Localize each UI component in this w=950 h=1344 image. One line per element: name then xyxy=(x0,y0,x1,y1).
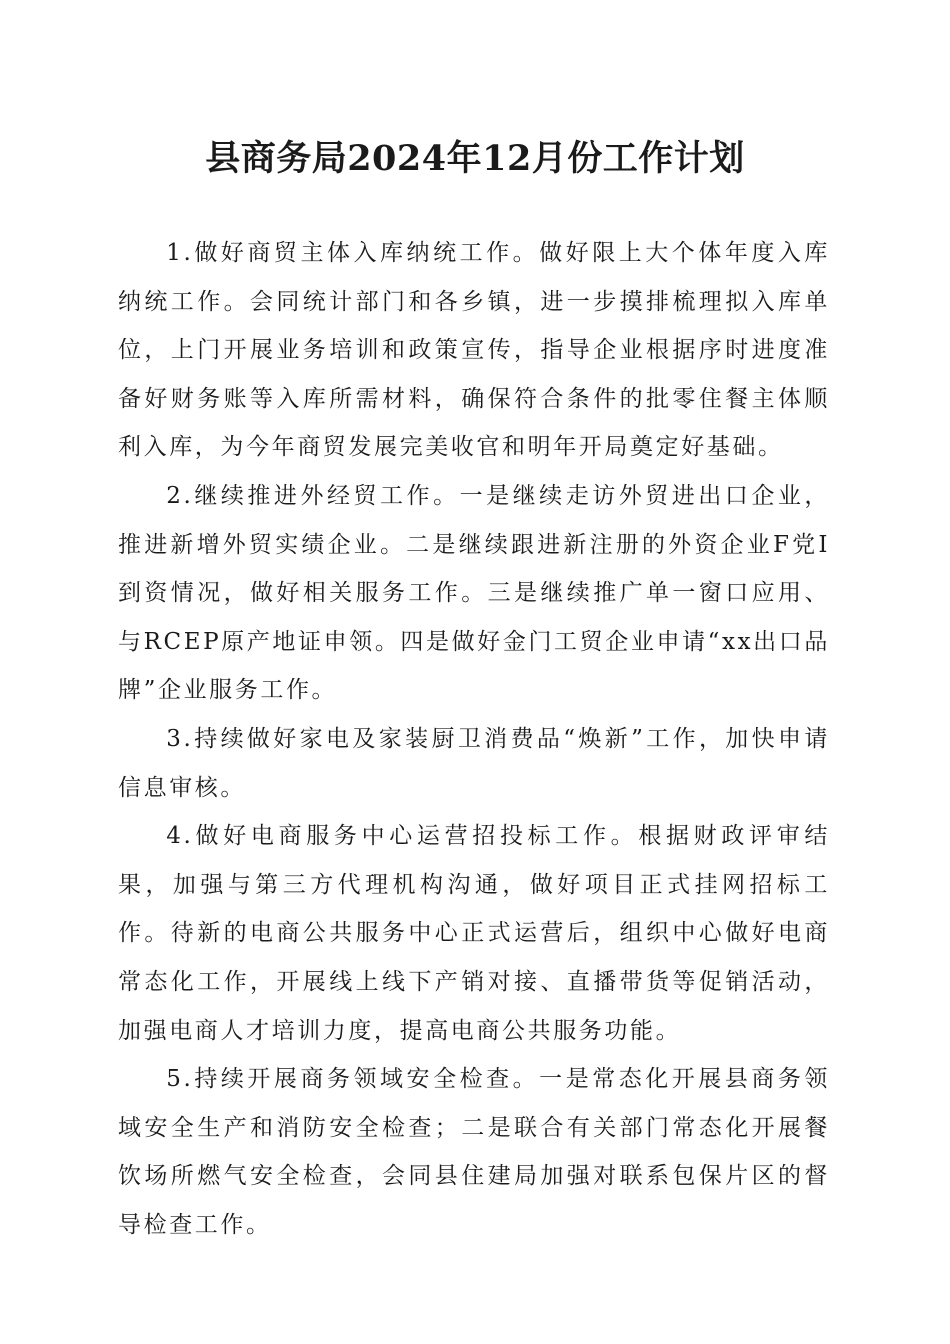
paragraph-1: 1.做好商贸主体入库纳统工作。做好限上大个体年度入库纳统工作。会同统计部门和各乡镇，进一步摸排梳理拟入库单位，上门开展业务培训和政策宣传，指导企业根据序时进度准备好财务账等入库所需材料，确保符合条件的批零住餐主体顺利入库，为今年商贸发展完美收官和明年开局奠定好基础。 xyxy=(118,240,830,461)
document-title: 县商务局2024年12月份工作计划 xyxy=(205,138,745,179)
paragraph-3: 3.持续做好家电及家装厨卫消费品“焕新”工作，加快申请信息审核。 xyxy=(118,725,830,801)
paragraph-5: 5.持续开展商务领域安全检查。一是常态化开展县商务领域安全生产和消防安全检查；二是联合有关部门常态化开展餐饮场所燃气安全检查，会同县住建局加强对联系包保片区的督导检查工作。 xyxy=(118,1066,830,1238)
document-body xyxy=(118,229,830,1249)
paragraph-2: 2.继续推进外经贸工作。一是继续走访外贸进出口企业，推进新增外贸实绩企业。二是继续跟进新注册的外资企业F党I到资情况，做好相关服务工作。三是继续推广单一窗口应用、与RCEP原产地证申领。四是做好金门工贸企业申请“xx出口品牌”企业服务工作。 xyxy=(118,482,830,704)
paragraph-4: 4.做好电商服务中心运营招投标工作。根据财政评审结果，加强与第三方代理机构沟通，做好项目正式挂网招标工作。待新的电商公共服务中心正式运营后，组织中心做好电商常态化工作，开展线上线下产销对接、直播带货等促销活动，加强电商人才培训力度，提高电商公共服务功能。 xyxy=(118,823,830,1044)
